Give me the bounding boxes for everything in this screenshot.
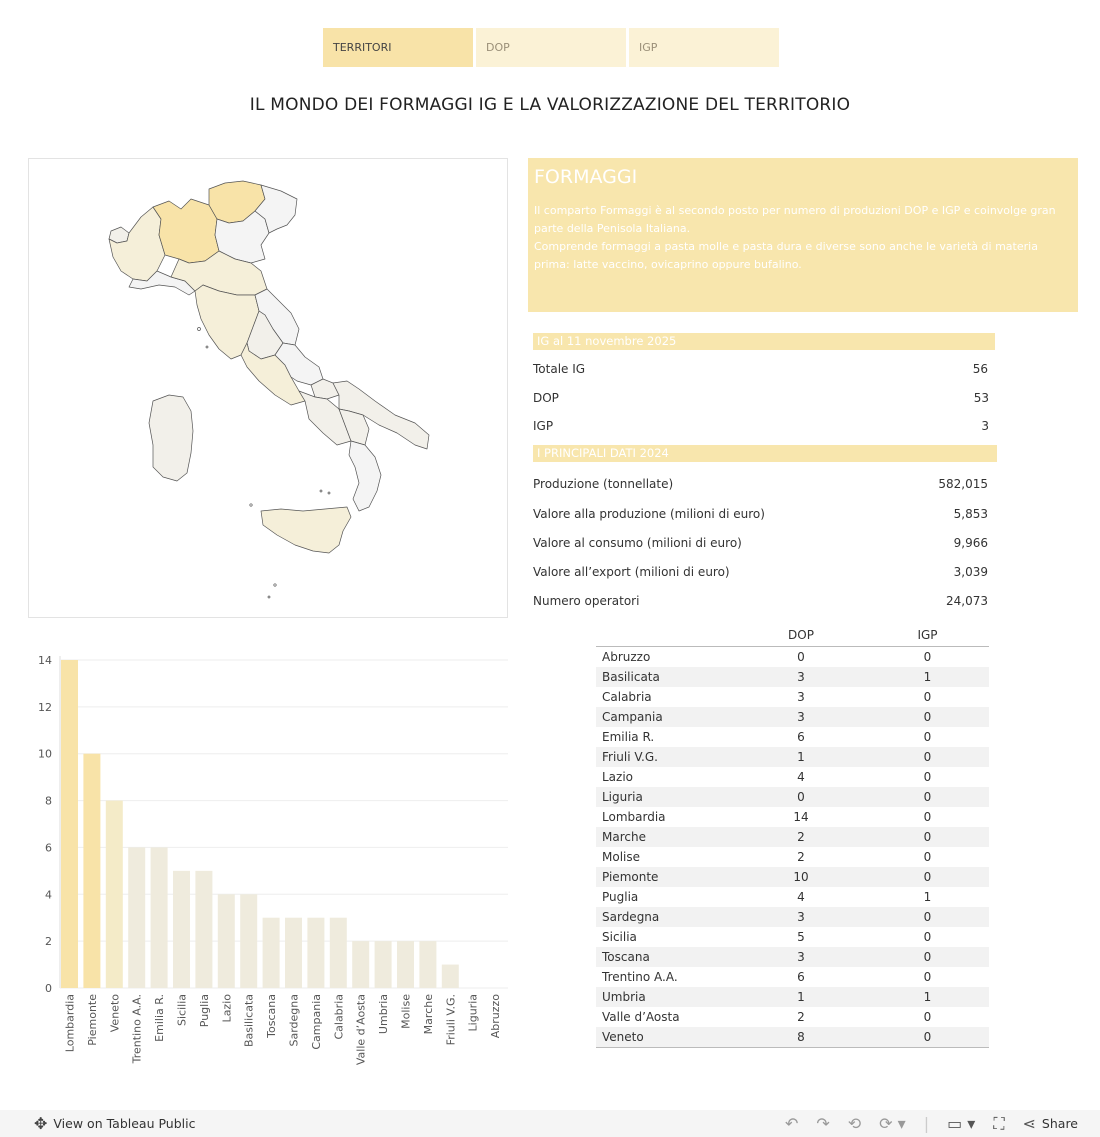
share-icon: ⋖ bbox=[1022, 1114, 1036, 1133]
x-tick-label: Sardegna bbox=[287, 994, 301, 1047]
table-cell-region: Toscana bbox=[602, 950, 650, 964]
x-tick-label: Liguria bbox=[466, 994, 480, 1032]
table-row bbox=[596, 927, 989, 947]
table-row bbox=[596, 847, 989, 867]
data-label: Numero operatori bbox=[533, 594, 640, 608]
map-region-calabria[interactable] bbox=[349, 441, 381, 511]
table-row bbox=[596, 887, 989, 907]
map-region-piemonte[interactable] bbox=[109, 207, 165, 281]
table-cell-igp: 1 bbox=[923, 670, 932, 684]
data-value: 3,039 bbox=[953, 565, 988, 579]
tableau-logo-icon: ✥ bbox=[34, 1114, 48, 1133]
bar bbox=[397, 941, 414, 988]
table-cell-dop: 0 bbox=[797, 650, 805, 664]
table-cell-region: Emilia R. bbox=[602, 730, 655, 744]
table-cell-dop: 2 bbox=[797, 830, 805, 844]
tab-bar bbox=[323, 28, 779, 67]
table-cell-region: Calabria bbox=[602, 690, 652, 704]
table-row bbox=[596, 967, 989, 987]
table-cell-dop: 5 bbox=[797, 930, 805, 944]
table-cell-region: Umbria bbox=[602, 990, 646, 1004]
x-tick-label: Campania bbox=[309, 994, 323, 1050]
y-tick-label: 12 bbox=[38, 700, 52, 714]
map-island bbox=[250, 504, 252, 506]
table-cell-region: Marche bbox=[602, 830, 646, 844]
bar bbox=[442, 965, 459, 988]
table-cell-region: Puglia bbox=[602, 890, 639, 904]
bar bbox=[263, 918, 280, 988]
bar bbox=[173, 871, 190, 988]
data-value: 5,853 bbox=[953, 507, 988, 521]
table-cell-region: Piemonte bbox=[602, 870, 659, 884]
x-tick-label: Lombardia bbox=[63, 994, 77, 1053]
x-tick-label: Molise bbox=[399, 994, 413, 1029]
table-row bbox=[596, 767, 989, 787]
table-cell-dop: 3 bbox=[797, 910, 805, 924]
table-cell-region: Sardegna bbox=[602, 910, 660, 924]
bar-chart-svg bbox=[28, 640, 513, 1070]
x-tick-label: Friuli V.G. bbox=[444, 994, 458, 1046]
bar bbox=[106, 801, 123, 988]
y-tick-label: 8 bbox=[45, 794, 52, 808]
ig-section-header: IG al 11 novembre 2025 bbox=[533, 333, 995, 350]
x-tick-label: Calabria bbox=[332, 994, 346, 1040]
x-tick-label: Toscana bbox=[265, 994, 279, 1038]
bar bbox=[285, 918, 302, 988]
tab-territori[interactable]: TERRITORI bbox=[323, 28, 473, 67]
x-tick-label: Valle d’Aosta bbox=[354, 994, 368, 1066]
table-cell-region: Campania bbox=[602, 710, 663, 724]
x-tick-label: Abruzzo bbox=[489, 994, 503, 1039]
ig-value: 3 bbox=[981, 419, 989, 433]
table-row bbox=[596, 867, 989, 887]
ig-label: DOP bbox=[533, 391, 559, 405]
bar bbox=[419, 941, 436, 988]
table-cell-dop: 4 bbox=[797, 890, 805, 904]
x-tick-label: Piemonte bbox=[85, 994, 99, 1046]
table-cell-igp: 0 bbox=[923, 690, 932, 704]
data-label: Valore al consumo (milioni di euro) bbox=[533, 536, 742, 550]
table-cell-region: Veneto bbox=[602, 1030, 644, 1044]
view-on-tableau-label: View on Tableau Public bbox=[53, 1116, 196, 1131]
map-island bbox=[206, 346, 208, 348]
y-tick-label: 14 bbox=[38, 654, 52, 667]
region-table bbox=[596, 628, 989, 1048]
table-row bbox=[596, 687, 989, 707]
bar bbox=[195, 871, 212, 988]
map-island bbox=[268, 596, 270, 598]
x-tick-label: Trentino A.A. bbox=[130, 994, 144, 1064]
ig-row-totale bbox=[533, 362, 989, 376]
table-row bbox=[596, 1007, 989, 1027]
data-label: Valore all’export (milioni di euro) bbox=[533, 565, 730, 579]
y-tick-label: 0 bbox=[45, 982, 52, 995]
col-header-igp: IGP bbox=[917, 628, 938, 642]
tab-dop[interactable]: DOP bbox=[476, 28, 626, 67]
x-tick-label: Emilia R. bbox=[153, 994, 167, 1042]
data-label: Valore alla produzione (milioni di euro) bbox=[533, 507, 765, 521]
table-row bbox=[596, 707, 989, 727]
table-row bbox=[596, 1027, 989, 1047]
view-on-tableau-link[interactable] bbox=[34, 1114, 195, 1133]
data-row-produzione bbox=[533, 477, 988, 491]
bar-chart bbox=[28, 640, 513, 1070]
bar bbox=[151, 847, 168, 988]
tableau-footer bbox=[0, 1110, 1100, 1137]
table-cell-dop: 8 bbox=[797, 1030, 805, 1044]
table-cell-region: Trentino A.A. bbox=[602, 970, 678, 984]
table-cell-igp: 0 bbox=[923, 710, 932, 724]
table-cell-dop: 1 bbox=[797, 990, 805, 1004]
x-tick-label: Lazio bbox=[220, 994, 234, 1023]
data-row-valore-consumo bbox=[533, 536, 988, 550]
share-label: Share bbox=[1041, 1116, 1078, 1131]
table-row bbox=[596, 727, 989, 747]
table-cell-region: Molise bbox=[602, 850, 640, 864]
table-body bbox=[596, 647, 989, 1047]
table-cell-region: Lazio bbox=[602, 770, 634, 784]
ig-row-igp bbox=[533, 419, 989, 433]
table-row bbox=[596, 787, 989, 807]
map-island bbox=[320, 490, 322, 492]
y-tick-label: 2 bbox=[45, 935, 52, 949]
x-tick-label: Marche bbox=[421, 994, 435, 1035]
table-cell-dop: 0 bbox=[797, 790, 805, 804]
table-cell-igp: 0 bbox=[923, 910, 932, 924]
data-row-operatori bbox=[533, 594, 988, 608]
data-value: 582,015 bbox=[938, 477, 988, 491]
map-region-sardegna[interactable] bbox=[149, 395, 193, 481]
table-cell-igp: 0 bbox=[923, 930, 932, 944]
table-cell-dop: 1 bbox=[797, 750, 805, 764]
data-section-header: I PRINCIPALI DATI 2024 bbox=[533, 445, 997, 462]
table-cell-dop: 6 bbox=[797, 730, 805, 744]
table-cell-region: Valle d’Aosta bbox=[602, 1010, 680, 1024]
table-cell-region: Friuli V.G. bbox=[602, 750, 658, 764]
data-value: 9,966 bbox=[953, 536, 988, 550]
table-cell-dop: 3 bbox=[797, 670, 805, 684]
table-cell-igp: 0 bbox=[923, 850, 932, 864]
table-cell-igp: 0 bbox=[923, 1030, 932, 1044]
table-cell-igp: 0 bbox=[923, 810, 932, 824]
table-cell-dop: 2 bbox=[797, 850, 805, 864]
bar bbox=[307, 918, 324, 988]
table-cell-igp: 0 bbox=[923, 730, 932, 744]
y-tick-label: 10 bbox=[38, 747, 52, 761]
table-cell-igp: 0 bbox=[923, 970, 932, 984]
table-cell-igp: 0 bbox=[923, 790, 932, 804]
formaggi-info-box bbox=[528, 158, 1078, 312]
table-cell-igp: 0 bbox=[923, 1010, 932, 1024]
bar bbox=[218, 894, 235, 988]
map-island bbox=[328, 492, 330, 494]
ig-label: IGP bbox=[533, 419, 554, 433]
bar bbox=[375, 941, 392, 988]
table-cell-igp: 0 bbox=[923, 950, 932, 964]
table-cell-dop: 10 bbox=[793, 870, 809, 884]
share-button[interactable] bbox=[1023, 1114, 1078, 1133]
italy-map[interactable] bbox=[28, 158, 508, 618]
tab-igp[interactable]: IGP bbox=[629, 28, 779, 67]
y-tick-label: 6 bbox=[45, 841, 52, 855]
table-cell-igp: 0 bbox=[923, 830, 932, 844]
table-cell-igp: 0 bbox=[923, 870, 932, 884]
table-row bbox=[596, 647, 989, 667]
table-row bbox=[596, 827, 989, 847]
table-cell-igp: 1 bbox=[923, 990, 932, 1004]
table-cell-dop: 14 bbox=[793, 810, 809, 824]
table-cell-dop: 3 bbox=[797, 690, 805, 704]
bar bbox=[240, 894, 257, 988]
x-tick-label: Umbria bbox=[377, 994, 391, 1035]
info-heading: FORMAGGI bbox=[534, 166, 638, 188]
table-cell-dop: 6 bbox=[797, 970, 805, 984]
x-tick-label: Sicilia bbox=[175, 994, 189, 1026]
table-cell-igp: 0 bbox=[923, 750, 932, 764]
map-island bbox=[274, 584, 276, 586]
refresh-icon[interactable]: ⟳ ▾ bbox=[879, 1114, 906, 1133]
info-text-1: Il comparto Formaggi è al secondo posto per numero di produzioni DOP e IGP e coinvolge gran parte della Penisola Italiana. bbox=[534, 204, 1056, 235]
data-row-valore-produzione bbox=[533, 507, 988, 521]
table-cell-dop: 3 bbox=[797, 710, 805, 724]
map-region-sicilia[interactable] bbox=[261, 507, 351, 553]
x-tick-label: Puglia bbox=[197, 994, 211, 1028]
table-cell-region: Liguria bbox=[602, 790, 643, 804]
ig-label: Totale IG bbox=[533, 362, 586, 376]
table-cell-region: Basilicata bbox=[602, 670, 660, 684]
x-tick-label: Basilicata bbox=[242, 994, 256, 1048]
table-row bbox=[596, 947, 989, 967]
info-text-2: Comprende formaggi a pasta molle e pasta dura e diverse sono anche le varietà di materia prima: latte vaccino, ovicaprino oppure bufalino. bbox=[534, 240, 1038, 271]
fullscreen-icon[interactable]: ⛶ bbox=[993, 1113, 1005, 1133]
bar bbox=[352, 941, 369, 988]
table-cell-dop: 4 bbox=[797, 770, 805, 784]
revert-icon[interactable]: ⟲ bbox=[847, 1114, 862, 1133]
map-island-elba bbox=[198, 328, 201, 331]
table-row bbox=[596, 807, 989, 827]
download-icon[interactable]: ▭ ▾ bbox=[947, 1114, 976, 1133]
table-row bbox=[596, 747, 989, 767]
redo-icon[interactable]: ↷ bbox=[816, 1114, 830, 1133]
table-cell-dop: 2 bbox=[797, 1010, 805, 1024]
col-header-dop: DOP bbox=[788, 628, 814, 642]
ig-value: 56 bbox=[972, 362, 988, 376]
bar bbox=[61, 660, 78, 988]
page-title: IL MONDO DEI FORMAGGI IG E LA VALORIZZAZIONE DEL TERRITORIO bbox=[249, 95, 851, 115]
table-cell-region: Sicilia bbox=[602, 930, 637, 944]
ig-value: 53 bbox=[973, 391, 989, 405]
table-cell-region: Abruzzo bbox=[602, 650, 651, 664]
y-tick-label: 4 bbox=[45, 888, 52, 902]
table-cell-region: Lombardia bbox=[602, 810, 666, 824]
table-row bbox=[596, 987, 989, 1007]
x-tick-label: Veneto bbox=[108, 994, 122, 1033]
bar bbox=[83, 754, 100, 988]
bar bbox=[128, 847, 145, 988]
table-cell-dop: 3 bbox=[797, 950, 805, 964]
table-row bbox=[596, 907, 989, 927]
table-row bbox=[596, 667, 989, 687]
ig-row-dop bbox=[533, 391, 989, 405]
italy-map-svg bbox=[29, 159, 507, 617]
undo-icon[interactable]: ↶ bbox=[784, 1114, 799, 1133]
table-cell-igp: 0 bbox=[923, 770, 932, 784]
bar bbox=[330, 918, 347, 988]
table-cell-igp: 0 bbox=[923, 650, 932, 664]
data-row-valore-export bbox=[533, 565, 988, 579]
table-header bbox=[596, 628, 989, 647]
data-value: 24,073 bbox=[946, 594, 988, 608]
separator: | bbox=[923, 1114, 930, 1133]
data-label: Produzione (tonnellate) bbox=[533, 477, 674, 491]
table-cell-igp: 1 bbox=[923, 890, 932, 904]
